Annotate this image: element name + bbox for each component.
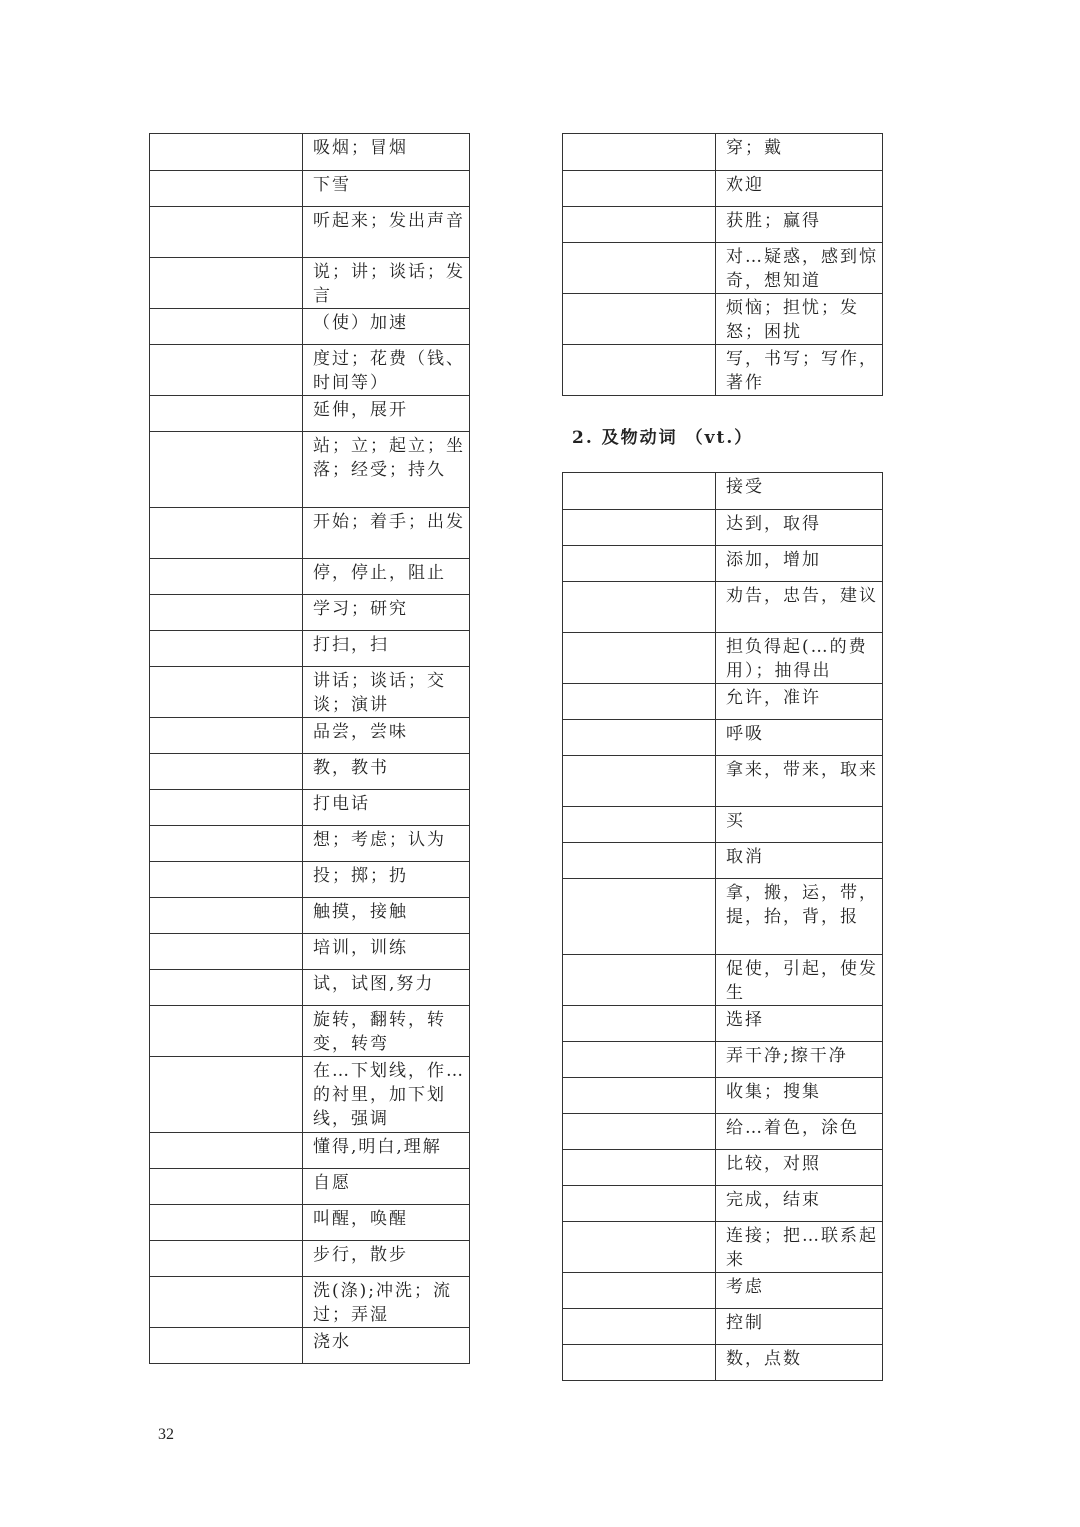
table-row (563, 1042, 883, 1078)
english-word-blank[interactable] (150, 171, 303, 207)
english-word-blank[interactable] (150, 258, 303, 309)
english-word-blank[interactable] (563, 243, 716, 294)
table-row (563, 1006, 883, 1042)
chinese-meaning: 收集；搜集 (716, 1078, 883, 1114)
table-row (563, 207, 883, 243)
chinese-meaning: 培训，训练 (303, 934, 470, 970)
chinese-meaning: 讲话；谈话；交谈；演讲 (303, 667, 470, 718)
table-row (563, 1114, 883, 1150)
chinese-meaning: （使）加速 (303, 309, 470, 345)
english-word-blank[interactable] (563, 1222, 716, 1273)
table-row (150, 559, 470, 595)
english-word-blank[interactable] (150, 718, 303, 754)
english-word-blank[interactable] (563, 807, 716, 843)
chinese-meaning: 停，停止，阻止 (303, 559, 470, 595)
table-row (150, 934, 470, 970)
table-row (150, 1241, 470, 1277)
english-word-blank[interactable] (150, 432, 303, 508)
vocab-table-body (563, 473, 883, 1381)
table-row (150, 898, 470, 934)
english-word-blank[interactable] (150, 1057, 303, 1133)
english-word-blank[interactable] (563, 473, 716, 510)
chinese-meaning: 度过；花费（钱、时间等） (303, 345, 470, 396)
english-word-blank[interactable] (563, 1309, 716, 1345)
chinese-meaning: 买 (716, 807, 883, 843)
english-word-blank[interactable] (563, 720, 716, 756)
table-row (563, 243, 883, 294)
table-row (563, 473, 883, 510)
english-word-blank[interactable] (563, 345, 716, 396)
vocab-table-transitive (562, 472, 883, 1381)
english-word-blank[interactable] (150, 754, 303, 790)
chinese-meaning: 欢迎 (716, 171, 883, 207)
chinese-meaning: 洗(涤);冲洗；流过；弄湿 (303, 1277, 470, 1328)
chinese-meaning: 说；讲；谈话；发言 (303, 258, 470, 309)
english-word-blank[interactable] (563, 134, 716, 171)
chinese-meaning: 浇水 (303, 1328, 470, 1364)
english-word-blank[interactable] (563, 684, 716, 720)
english-word-blank[interactable] (150, 1277, 303, 1328)
chinese-meaning: 添加，增加 (716, 546, 883, 582)
english-word-blank[interactable] (563, 294, 716, 345)
table-row (150, 432, 470, 508)
english-word-blank[interactable] (563, 1042, 716, 1078)
table-row (563, 720, 883, 756)
table-row (150, 396, 470, 432)
english-word-blank[interactable] (563, 1345, 716, 1381)
chinese-meaning: 比较，对照 (716, 1150, 883, 1186)
chinese-meaning: 投；掷；扔 (303, 862, 470, 898)
english-word-blank[interactable] (150, 559, 303, 595)
table-row (563, 510, 883, 546)
english-word-blank[interactable] (150, 862, 303, 898)
table-row (150, 862, 470, 898)
english-word-blank[interactable] (150, 826, 303, 862)
chinese-meaning: 在…下划线，作…的衬里，加下划线，强调 (303, 1057, 470, 1133)
english-word-blank[interactable] (563, 955, 716, 1006)
chinese-meaning: 取消 (716, 843, 883, 879)
english-word-blank[interactable] (150, 207, 303, 258)
vocab-table-body (563, 134, 883, 396)
table-row (563, 546, 883, 582)
chinese-meaning: 吸烟；冒烟 (303, 134, 470, 171)
table-row (563, 1273, 883, 1309)
table-row (150, 826, 470, 862)
chinese-meaning: 控制 (716, 1309, 883, 1345)
table-row (563, 345, 883, 396)
table-row (563, 684, 883, 720)
chinese-meaning: 开始；着手；出发 (303, 508, 470, 559)
chinese-meaning: 对…疑惑，感到惊奇，想知道 (716, 243, 883, 294)
chinese-meaning: 打电话 (303, 790, 470, 826)
chinese-meaning: 考虑 (716, 1273, 883, 1309)
table-row (563, 879, 883, 955)
english-word-blank[interactable] (150, 1133, 303, 1169)
table-row (150, 1169, 470, 1205)
english-word-blank[interactable] (150, 1241, 303, 1277)
chinese-meaning: 促使，引起，使发生 (716, 955, 883, 1006)
table-row (563, 843, 883, 879)
english-word-blank[interactable] (150, 134, 303, 171)
table-row (150, 207, 470, 258)
english-word-blank[interactable] (563, 546, 716, 582)
english-word-blank[interactable] (150, 970, 303, 1006)
table-row (150, 754, 470, 790)
table-row (150, 718, 470, 754)
english-word-blank[interactable] (150, 1328, 303, 1364)
chinese-meaning: 写，书写；写作，著作 (716, 345, 883, 396)
chinese-meaning: 拿来，带来，取来 (716, 756, 883, 807)
english-word-blank[interactable] (150, 1169, 303, 1205)
table-row (563, 633, 883, 684)
page-number: 32 (158, 1426, 174, 1443)
chinese-meaning: 教，教书 (303, 754, 470, 790)
english-word-blank[interactable] (150, 396, 303, 432)
table-row (563, 582, 883, 633)
vocab-table-body (150, 134, 470, 1364)
table-row (150, 631, 470, 667)
chinese-meaning: 烦恼；担忧；发怒；困扰 (716, 294, 883, 345)
chinese-meaning: 选择 (716, 1006, 883, 1042)
vocab-table-left (149, 133, 470, 1364)
table-row (150, 345, 470, 396)
vocab-table-right-top (562, 133, 883, 396)
english-word-blank[interactable] (563, 582, 716, 633)
chinese-meaning: 听起来；发出声音 (303, 207, 470, 258)
table-row (150, 171, 470, 207)
table-row (563, 1186, 883, 1222)
table-row (150, 309, 470, 345)
chinese-meaning: 步行，散步 (303, 1241, 470, 1277)
table-row (150, 667, 470, 718)
chinese-meaning: 试，试图,努力 (303, 970, 470, 1006)
english-word-blank[interactable] (563, 1114, 716, 1150)
table-row (563, 756, 883, 807)
chinese-meaning: 获胜；赢得 (716, 207, 883, 243)
english-word-blank[interactable] (150, 1006, 303, 1057)
table-row (150, 1006, 470, 1057)
chinese-meaning: 弄干净;擦干净 (716, 1042, 883, 1078)
table-row (150, 1328, 470, 1364)
chinese-meaning: 数，点数 (716, 1345, 883, 1381)
chinese-meaning: 达到，取得 (716, 510, 883, 546)
table-row (563, 1078, 883, 1114)
chinese-meaning: 打扫，扫 (303, 631, 470, 667)
chinese-meaning: 给…着色，涂色 (716, 1114, 883, 1150)
table-row (563, 171, 883, 207)
chinese-meaning: 下雪 (303, 171, 470, 207)
english-word-blank[interactable] (563, 879, 716, 955)
english-word-blank[interactable] (563, 843, 716, 879)
chinese-meaning: 想；考虑；认为 (303, 826, 470, 862)
section-heading: 2. 及物动词 （vt.） (572, 428, 754, 448)
table-row (150, 1277, 470, 1328)
chinese-meaning: 允许，准许 (716, 684, 883, 720)
chinese-meaning: 旋转，翻转，转变，转弯 (303, 1006, 470, 1057)
english-word-blank[interactable] (150, 790, 303, 826)
chinese-meaning: 站；立；起立；坐落；经受；持久 (303, 432, 470, 508)
chinese-meaning: 懂得,明白,理解 (303, 1133, 470, 1169)
chinese-meaning: 触摸，接触 (303, 898, 470, 934)
english-word-blank[interactable] (150, 934, 303, 970)
table-row (150, 1057, 470, 1133)
chinese-meaning: 呼吸 (716, 720, 883, 756)
english-word-blank[interactable] (563, 1186, 716, 1222)
english-word-blank[interactable] (150, 345, 303, 396)
table-row (563, 807, 883, 843)
english-word-blank[interactable] (150, 1205, 303, 1241)
english-word-blank[interactable] (150, 309, 303, 345)
table-row (563, 955, 883, 1006)
chinese-meaning: 接受 (716, 473, 883, 510)
english-word-blank[interactable] (563, 1273, 716, 1309)
english-word-blank[interactable] (150, 631, 303, 667)
english-word-blank[interactable] (563, 633, 716, 684)
chinese-meaning: 拿，搬，运，带，提，抬，背，报 (716, 879, 883, 955)
chinese-meaning: 完成，结束 (716, 1186, 883, 1222)
chinese-meaning: 品尝，尝味 (303, 718, 470, 754)
table-row (150, 508, 470, 559)
table-row (150, 134, 470, 171)
chinese-meaning: 叫醒，唤醒 (303, 1205, 470, 1241)
english-word-blank[interactable] (150, 898, 303, 934)
chinese-meaning: 劝告，忠告，建议 (716, 582, 883, 633)
english-word-blank[interactable] (563, 171, 716, 207)
table-row (150, 1133, 470, 1169)
table-row (150, 258, 470, 309)
chinese-meaning: 延伸，展开 (303, 396, 470, 432)
chinese-meaning: 学习；研究 (303, 595, 470, 631)
table-row (150, 970, 470, 1006)
english-word-blank[interactable] (563, 1078, 716, 1114)
english-word-blank[interactable] (563, 756, 716, 807)
table-row (563, 1309, 883, 1345)
english-word-blank[interactable] (563, 1006, 716, 1042)
table-row (563, 1150, 883, 1186)
chinese-meaning: 自愿 (303, 1169, 470, 1205)
english-word-blank[interactable] (150, 595, 303, 631)
table-row (150, 790, 470, 826)
english-word-blank[interactable] (563, 510, 716, 546)
english-word-blank[interactable] (150, 508, 303, 559)
chinese-meaning: 连接；把…联系起来 (716, 1222, 883, 1273)
english-word-blank[interactable] (563, 207, 716, 243)
table-row (563, 1222, 883, 1273)
table-row (563, 1345, 883, 1381)
chinese-meaning: 穿；戴 (716, 134, 883, 171)
table-row (150, 1205, 470, 1241)
table-row (563, 294, 883, 345)
table-row (150, 595, 470, 631)
english-word-blank[interactable] (563, 1150, 716, 1186)
english-word-blank[interactable] (150, 667, 303, 718)
chinese-meaning: 担负得起(…的费用）；抽得出 (716, 633, 883, 684)
table-row (563, 134, 883, 171)
